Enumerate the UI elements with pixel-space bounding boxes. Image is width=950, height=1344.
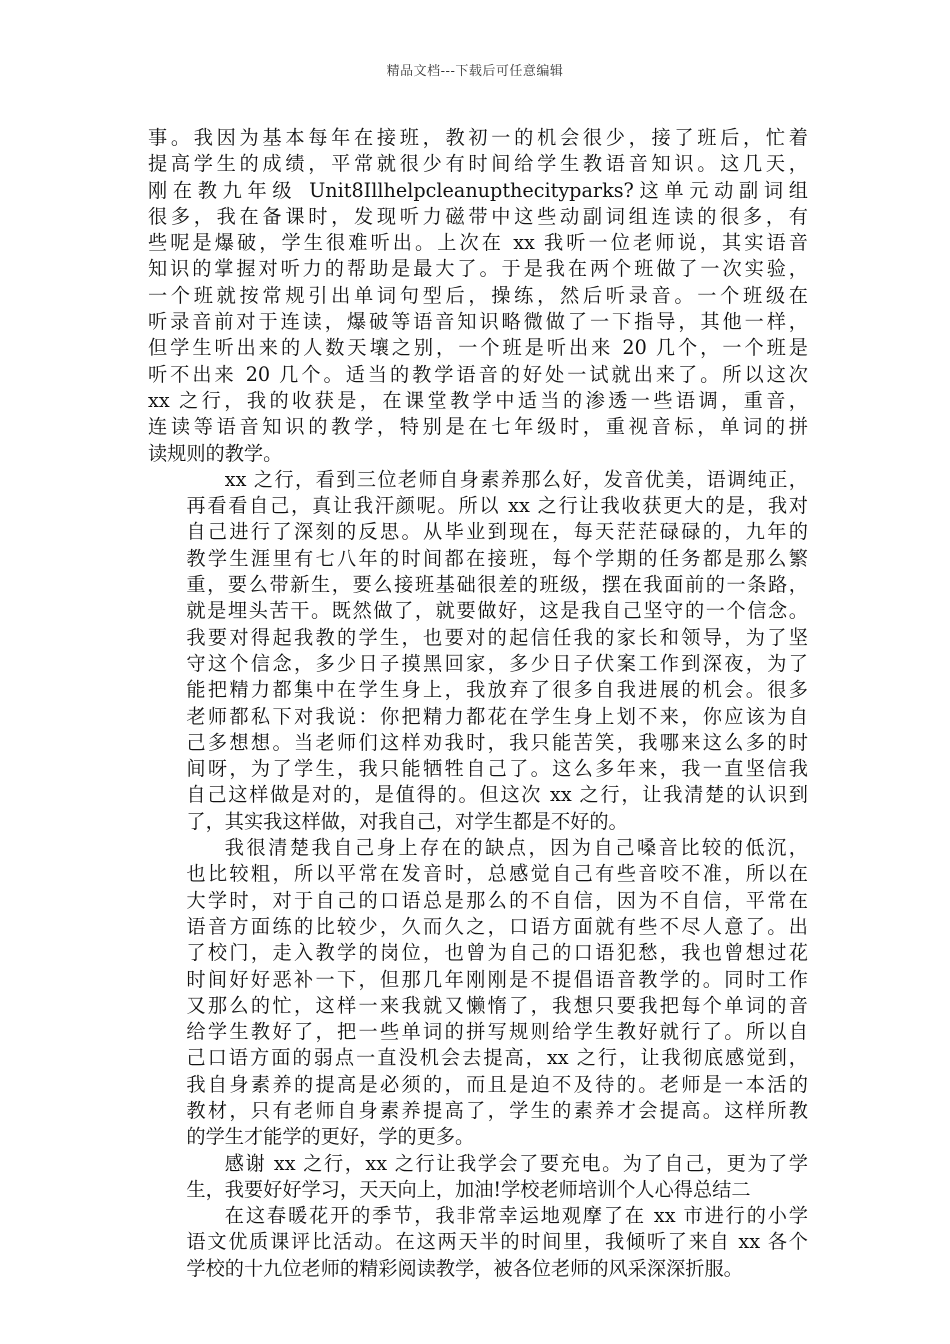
paragraph [148,125,808,467]
text-line: 事。我因为基本每年在接班，教初一的机会很少，接了班后，忙着 [148,126,808,149]
text-line: 语文优质课评比活动。在这两天半的时间里，我倾听了来自 xx 各个 [186,1230,808,1254]
text-line: 学校的十九位老师的精彩阅读教学，被各位老师的风采深深折服。 [186,1256,743,1280]
text-line: 我要对得起我教的学生，也要对的起信任我的家长和领导，为了坚 [186,625,808,649]
text-line: 守这个信念，多少日子摸黑回家，多少日子伏案工作到深夜，为了 [186,651,808,675]
text-line: 读规则的教学。 [148,441,283,465]
paragraph [148,1203,808,1282]
text-line: 在这春暖花开的季节，我非常幸运地观摩了在 xx 市进行的小学 [224,1204,808,1228]
text-line: 间呀，为了学生，我只能牺牲自己了。这么多年来，我一直坚信我 [186,757,808,781]
text-line: 听不出来 20 几个。适当的教学语音的好处一试就出来了。所以这次 [148,362,808,386]
text-line: 教材，只有老师自身素养提高了，学生的素养才会提高。这样所教 [186,1098,808,1122]
text-line: 己多想想。当老师们这样劝我时，我只能苦笑，我哪来这么多的时 [186,730,808,754]
document-body [148,125,808,1282]
text-line: xx 之行，看到三位老师自身素养那么好，发音优美，语调纯正， [224,467,808,491]
text-line: 的学生才能学的更好，学的更多。 [186,1125,475,1149]
text-line: 听录音前对于连读，爆破等语音知识略微做了一下指导，其他一样， [148,310,808,334]
text-line: 了，其实我这样做，对我自己，对学生都是不好的。 [186,809,628,833]
text-line: 知识的掌握对听力的帮助是最大了。于是我在两个班做了一次实验， [148,257,808,281]
text-line: 自己进行了深刻的反思。从毕业到现在，每天茫茫碌碌的，九年的 [186,520,808,544]
text-line: 了校门，走入教学的岗位，也曾为自己的口语犯愁，我也曾想过花 [186,941,808,965]
text-line: 又那么的忙，这样一来我就又懒惰了，我想只要我把每个单词的音 [186,993,808,1017]
text-line: 些呢是爆破，学生很难听出。上次在 xx 我听一位老师说，其实语音 [148,231,808,255]
text-line: xx 之行，我的收获是，在课堂教学中适当的渗透一些语调，重音， [148,388,808,412]
text-line: 教学生涯里有七八年的时间都在接班，每个学期的任务都是那么繁 [186,546,808,570]
text-line: 重，要么带新生，要么接班基础很差的班级，摆在我面前的一条路， [186,573,808,597]
text-line: 生，我要好好学习，天天向上，加油!学校老师培训个人心得总结二 [186,1177,751,1201]
text-line: 就是埋头苦干。既然做了，就要做好，这是我自己坚守的一个信念。 [186,599,808,623]
text-line: 我自身素养的提高是必须的，而且是迫不及待的。老师是一本活的 [186,1072,808,1096]
text-line: 提高学生的成绩，平常就很少有时间给学生教语音知识。这几天， [148,152,808,176]
paragraph [148,835,808,1151]
text-line: 再看看自己，真让我汗颜呢。所以 xx 之行让我收获更大的是，我对 [186,494,808,518]
text-line: 我很清楚我自己身上存在的缺点，因为自己嗓音比较的低沉， [224,836,808,860]
text-line: 很多，我在备课时，发现听力磁带中这些动副词组连读的很多，有 [148,204,808,228]
text-line: 连读等语音知识的教学，特别是在七年级时，重视音标，单词的拼 [148,415,808,439]
text-line: 时间好好恶补一下，但那几年刚刚是不提倡语音教学的。同时工作 [186,967,808,991]
text-line: 自己这样做是对的，是值得的。但这次 xx 之行，让我清楚的认识到 [186,783,808,807]
paragraph [148,467,808,835]
text-line: 感谢 xx 之行，xx 之行让我学会了要充电。为了自己，更为了学 [224,1151,808,1175]
text-line: 一个班就按常规引出单词句型后，操练，然后听录音。一个班级在 [148,283,808,307]
text-line: 大学时，对于自己的口语总是那么的不自信，因为不自信，平常在 [186,888,808,912]
text-line: 但学生听出来的人数天壤之别，一个班是听出来 20 几个，一个班是 [148,336,808,360]
text-line: 语音方面练的比较少，久而久之，口语方面就有些不尽人意了。出 [186,914,808,938]
text-line: 能把精力都集中在学生身上，我放弃了很多自我进展的机会。很多 [186,678,808,702]
text-line: 给学生教好了，把一些单词的拼写规则给学生教好就行了。所以自 [186,1020,808,1044]
page-header: 精品文档---下载后可任意编辑 [386,64,564,79]
paragraph [148,1151,808,1204]
text-line: 也比较粗，所以平常在发音时，总感觉自己有些音咬不准，所以在 [186,862,808,886]
text-line: 老师都私下对我说：你把精力都花在学生身上划不来，你应该为自 [186,704,808,728]
text-line: 己口语方面的弱点一直没机会去提高，xx 之行，让我彻底感觉到， [186,1046,808,1070]
text-line: 刚在教九年级 Unit8Illhelpcleanupthecityparks?这单元动副词组 [148,178,808,202]
